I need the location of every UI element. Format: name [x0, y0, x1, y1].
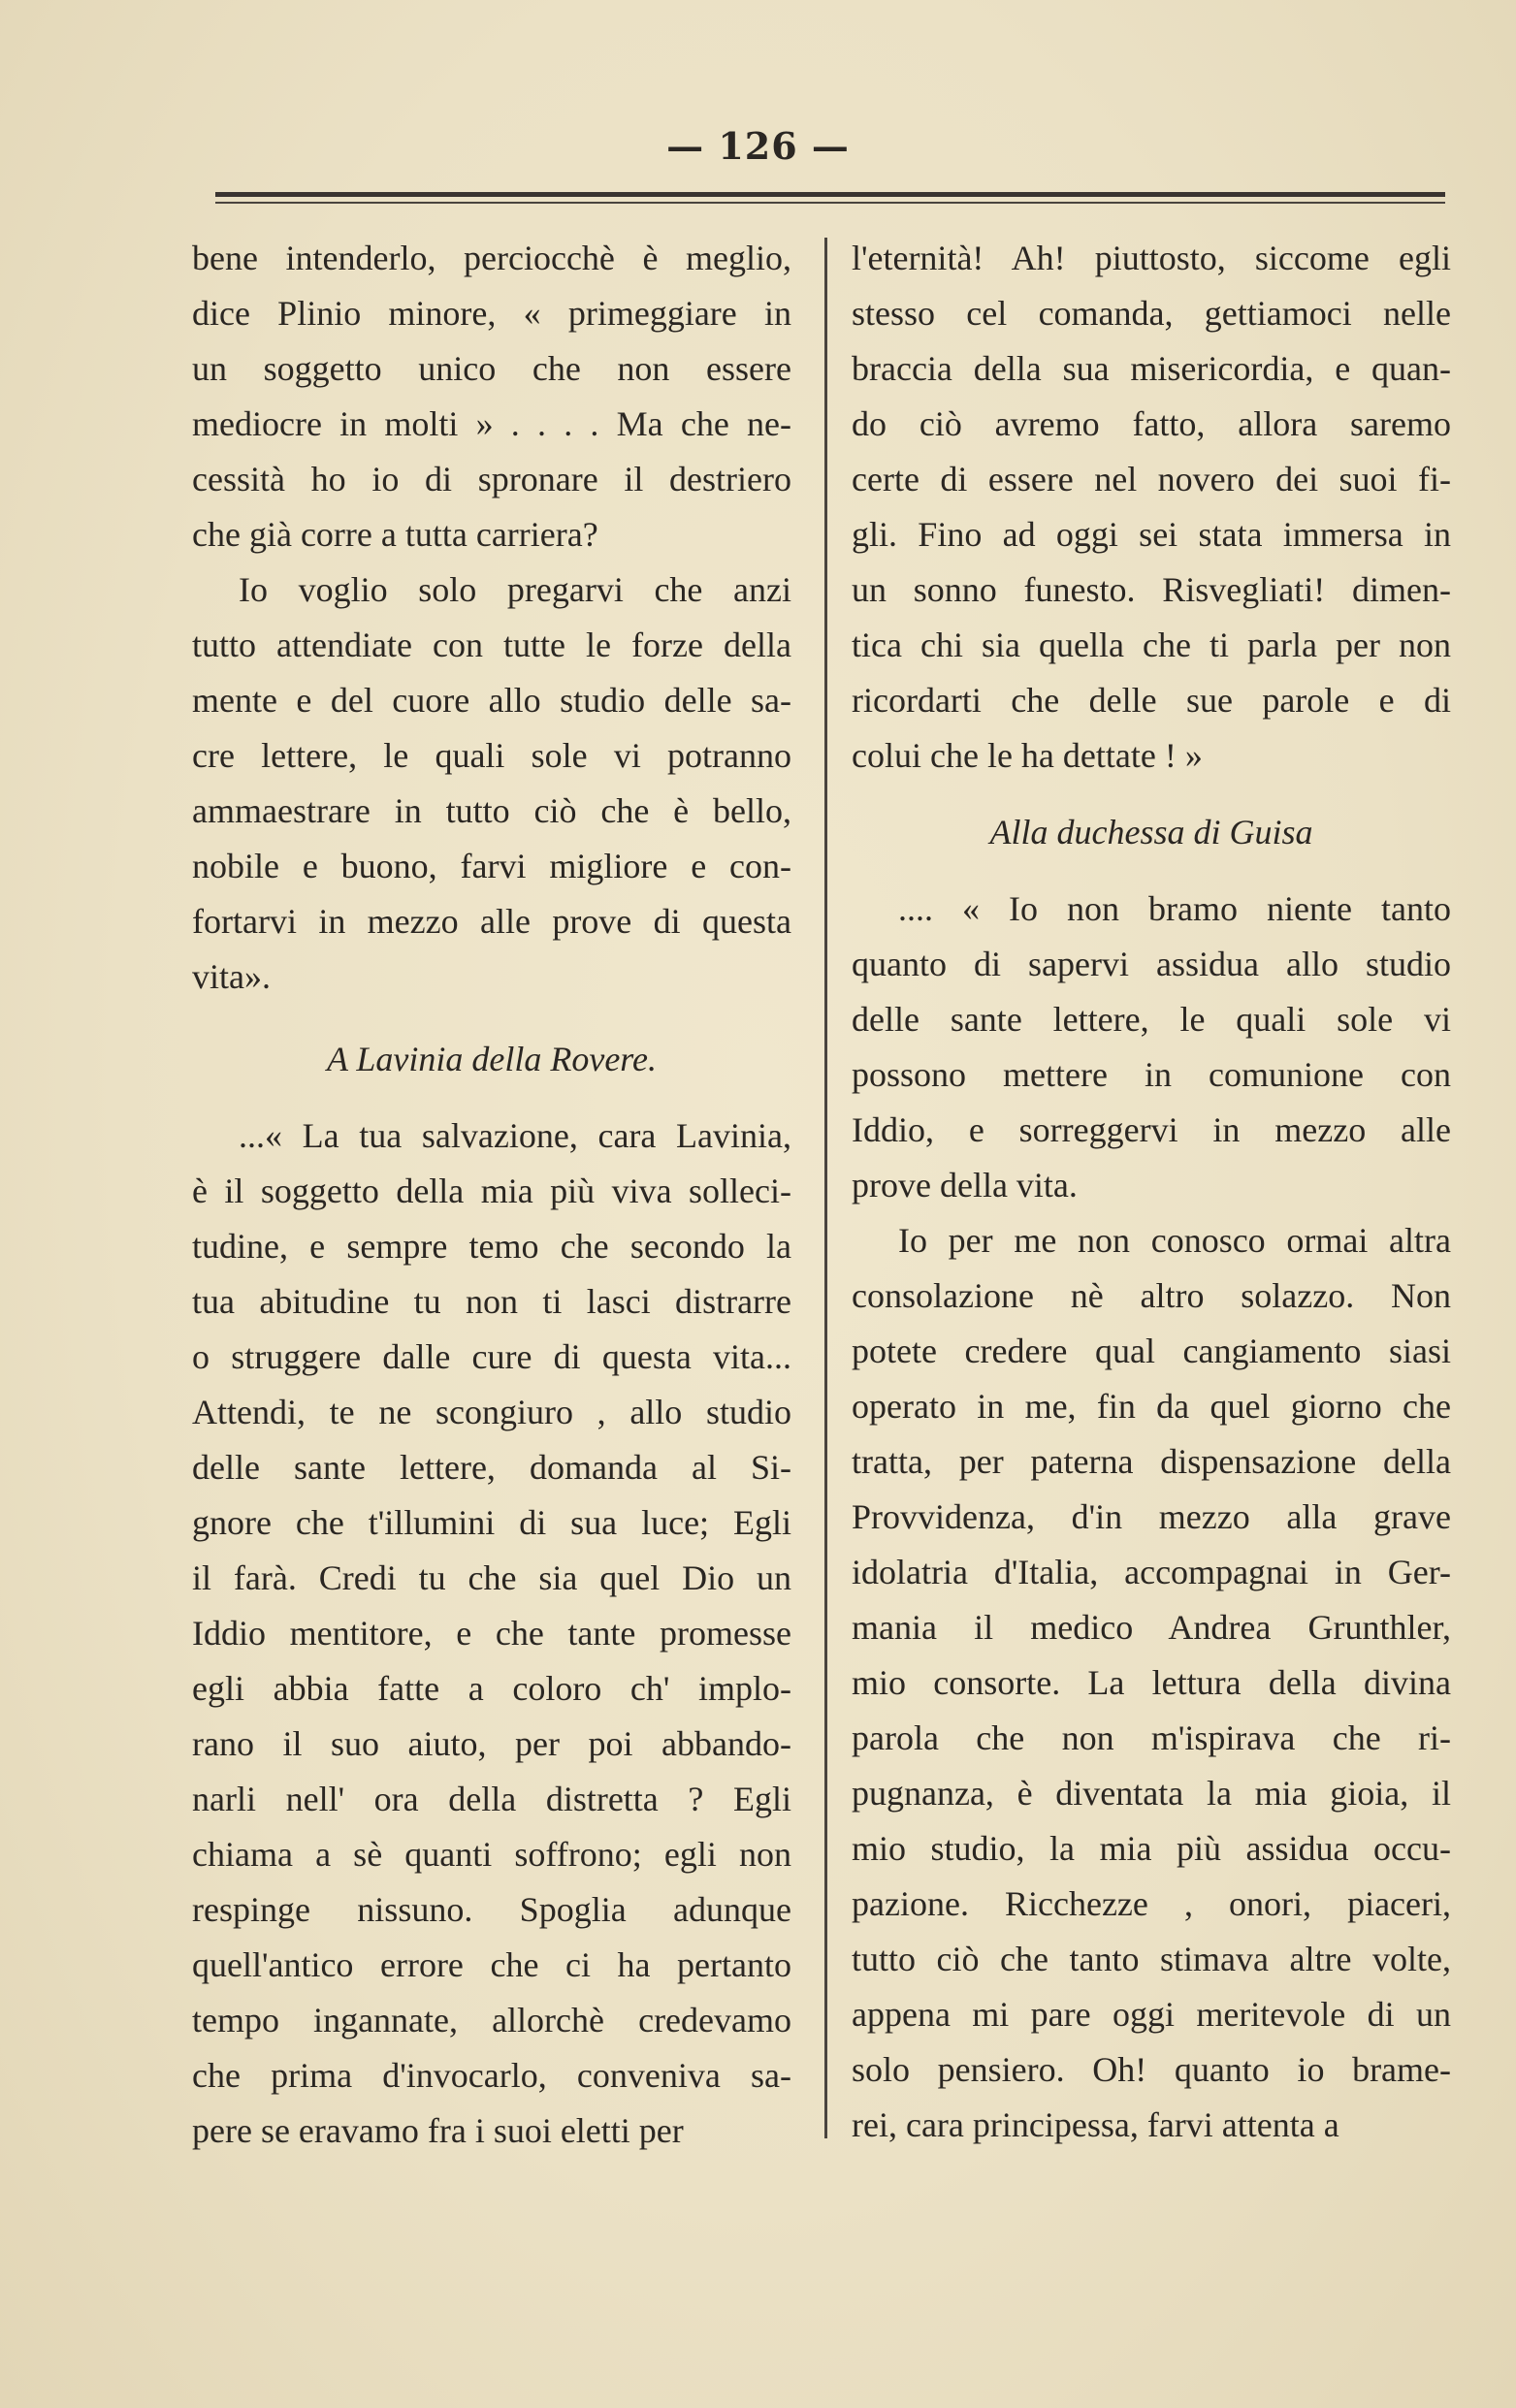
text-line: l'eternità! Ah! piuttosto, siccome egli — [852, 239, 1451, 277]
header-rule-thin — [215, 202, 1445, 204]
text-line: dice Plinio minore, « primeggiare in — [192, 294, 791, 333]
text-line: o struggere dalle cure di questa vita... — [192, 1337, 791, 1376]
text-line: colui che le ha dettate ! » — [852, 736, 1203, 775]
text-line: quanto di sapervi assidua allo studio — [852, 945, 1451, 983]
text-line: fortarvi in mezzo alle prove di questa — [192, 902, 791, 941]
page-number: — 126 — — [666, 124, 850, 168]
text-line: operato in me, fin da quel giorno che — [852, 1387, 1451, 1426]
text-line: narli nell' ora della distretta ? Egli — [192, 1780, 791, 1818]
letter-heading: A Lavinia della Rovere. — [327, 1040, 657, 1078]
text-line: respinge nissuno. Spoglia adunque — [192, 1890, 791, 1929]
text-line: solo pensiero. Oh! quanto io brame- — [852, 2050, 1451, 2089]
text-line: egli abbia fatte a coloro ch' implo- — [192, 1669, 791, 1708]
text-line: rano il suo aiuto, per poi abbando- — [192, 1724, 791, 1763]
text-line: tua abitudine tu non ti lasci distrarre — [192, 1282, 791, 1321]
text-line: mente e del cuore allo studio delle sa- — [192, 681, 791, 720]
text-line: vita». — [192, 957, 271, 996]
text-line: il farà. Credi tu che sia quel Dio un — [192, 1558, 791, 1597]
text-line: nobile e buono, farvi migliore e con- — [192, 847, 791, 885]
text-line: mania il medico Andrea Grunthler, — [852, 1608, 1451, 1647]
text-line: idolatria d'Italia, accompagnai in Ger- — [852, 1553, 1451, 1591]
text-line: un sonno funesto. Risvegliati! dimen- — [852, 570, 1451, 609]
text-line: che prima d'invocarlo, conveniva sa- — [192, 2056, 791, 2095]
text-line: stesso cel comanda, gettiamoci nelle — [852, 294, 1451, 333]
text-line: tratta, per paterna dispensazione della — [852, 1442, 1451, 1481]
text-line: ammaestrare in tutto ciò che è bello, — [192, 791, 791, 830]
text-line: tempo ingannate, allorchè credevamo — [192, 2001, 791, 2039]
text-line: tutto attendiate con tutte le forze della — [192, 626, 791, 664]
text-line: cre lettere, le quali sole vi potranno — [192, 736, 791, 775]
paragraph — [192, 231, 791, 562]
text-line: consolazione nè altro solazzo. Non — [852, 1276, 1451, 1315]
text-line: braccia della sua misericordia, e quan- — [852, 349, 1451, 388]
text-line: è il soggetto della mia più viva solleci- — [192, 1172, 791, 1210]
header-rule — [215, 192, 1445, 197]
text-line: Iddio, e sorreggervi in mezzo alle — [852, 1110, 1451, 1149]
text-line: tica chi sia quella che ti parla per non — [852, 626, 1451, 664]
text-line: mio consorte. La lettura della divina — [852, 1663, 1451, 1702]
paragraph — [852, 882, 1451, 1213]
text-line: potete credere qual cangiamento siasi — [852, 1332, 1451, 1370]
paragraph — [852, 1213, 1451, 2153]
text-line: gnore che t'illumini di sua luce; Egli — [192, 1503, 791, 1542]
text-line: prove della vita. — [852, 1166, 1078, 1204]
text-line: pugnanza, è diventata la mia gioia, il — [852, 1774, 1451, 1813]
text-line: mio studio, la mia più assidua occu- — [852, 1829, 1451, 1868]
text-line: che già corre a tutta carriera? — [192, 515, 598, 554]
text-line: ...« La tua salvazione, cara Lavinia, — [239, 1116, 791, 1155]
paragraph — [192, 562, 791, 1005]
text-line: pere se eravamo fra i suoi eletti per — [192, 2111, 684, 2150]
text-line: pazione. Ricchezze , onori, piaceri, — [852, 1884, 1451, 1923]
text-line: chiama a sè quanti soffrono; egli non — [192, 1835, 791, 1874]
text-line: certe di essere nel novero dei suoi fi- — [852, 460, 1451, 498]
text-line: mediocre in molti » . . . . Ma che ne- — [192, 404, 791, 443]
text-line: appena mi pare oggi meritevole di un — [852, 1995, 1451, 2034]
paragraph — [852, 231, 1451, 784]
text-line: ricordarti che delle sue parole e di — [852, 681, 1451, 720]
column-divider — [824, 238, 827, 2138]
text-line: tudine, e sempre temo che secondo la — [192, 1227, 791, 1266]
text-line: un soggetto unico che non essere — [192, 349, 791, 388]
text-line: tutto ciò che tanto stimava altre volte, — [852, 1940, 1451, 1978]
left-column — [192, 231, 791, 2159]
text-line: delle sante lettere, le quali sole vi — [852, 1000, 1451, 1039]
text-line: bene intenderlo, perciocchè è meglio, — [192, 239, 791, 277]
text-line: do ciò avremo fatto, allora saremo — [852, 404, 1451, 443]
right-column — [852, 231, 1451, 2153]
text-line: delle sante lettere, domanda al Si- — [192, 1448, 791, 1487]
text-line: Provvidenza, d'in mezzo alla grave — [852, 1497, 1451, 1536]
text-line: gli. Fino ad oggi sei stata immersa in — [852, 515, 1451, 554]
text-line: cessità ho io di spronare il destriero — [192, 460, 791, 498]
letter-heading: Alla duchessa di Guisa — [989, 813, 1313, 851]
text-line: .... « Io non bramo niente tanto — [898, 889, 1451, 928]
paragraph — [192, 1108, 791, 2159]
text-line: Io voglio solo pregarvi che anzi — [239, 570, 791, 609]
text-line: Io per me non conosco ormai altra — [898, 1221, 1451, 1260]
text-line: Attendi, te ne scongiuro , allo studio — [192, 1393, 791, 1431]
text-line: rei, cara principessa, farvi attenta a — [852, 2105, 1339, 2144]
text-line: Iddio mentitore, e che tante promesse — [192, 1614, 791, 1653]
text-line: parola che non m'ispirava che ri- — [852, 1718, 1451, 1757]
text-line: possono mettere in comunione con — [852, 1055, 1451, 1094]
text-line: quell'antico errore che ci ha pertanto — [192, 1945, 791, 1984]
